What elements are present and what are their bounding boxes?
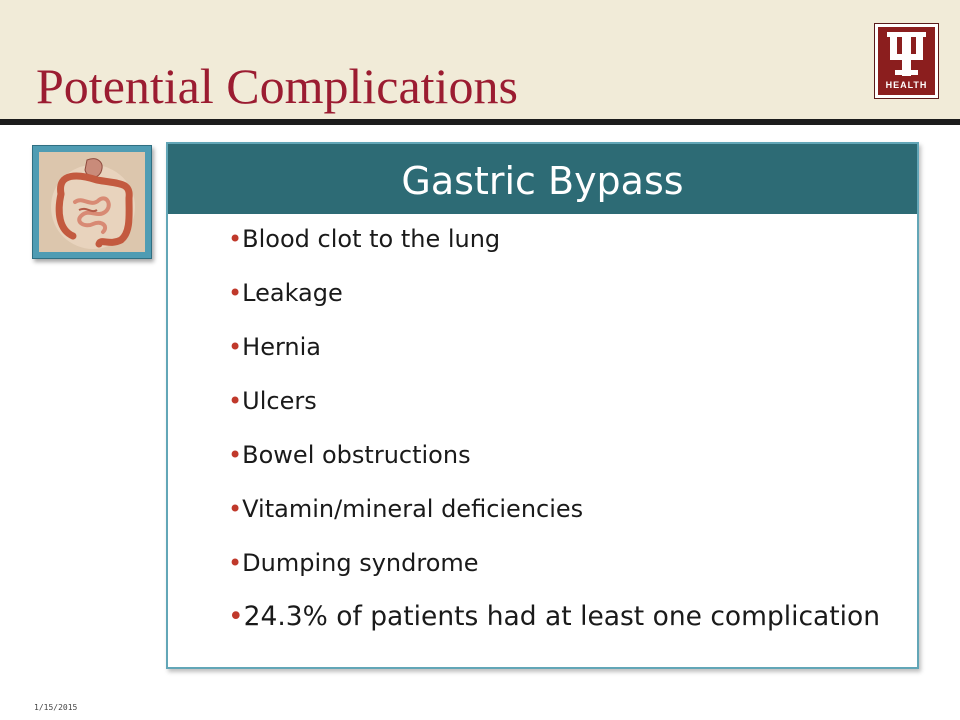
bullet-icon: • (228, 441, 243, 469)
gastric-bypass-panel (166, 142, 919, 669)
bullet-text: Hernia (242, 333, 321, 361)
list-item (228, 602, 880, 632)
iu-health-logo (874, 23, 939, 99)
intestine-illustration-icon (39, 152, 145, 252)
bullet-icon: • (228, 225, 243, 253)
complications-list (228, 224, 880, 656)
slide-title: Potential Complications (36, 58, 518, 114)
title-divider (0, 119, 960, 125)
bullet-icon: • (228, 549, 243, 577)
bullet-text: Ulcers (242, 387, 317, 415)
list-item (228, 278, 880, 308)
bullet-icon: • (228, 279, 243, 307)
list-item (228, 386, 880, 416)
trident-icon (887, 32, 926, 76)
bullet-icon: • (228, 495, 243, 523)
bullet-text: Dumping syndrome (242, 549, 479, 577)
list-item (228, 440, 880, 470)
bullet-text: Bowel obstructions (242, 441, 471, 469)
list-item (228, 494, 880, 524)
bullet-text: Blood clot to the lung (242, 225, 501, 253)
bullet-text: Vitamin/mineral deficiencies (242, 495, 584, 523)
bullet-text: Leakage (242, 279, 343, 307)
list-item (228, 332, 880, 362)
slide-date: 1/15/2015 (34, 703, 78, 712)
logo-wordmark: HEALTH (885, 80, 928, 90)
bullet-text: 24.3% of patients had at least one complication (243, 601, 881, 632)
list-item (228, 548, 880, 578)
list-item (228, 224, 880, 254)
bullet-icon: • (228, 387, 243, 415)
digestive-system-image (32, 145, 152, 259)
panel-heading: Gastric Bypass (168, 144, 917, 214)
bullet-icon: • (228, 601, 244, 632)
bullet-icon: • (228, 333, 243, 361)
